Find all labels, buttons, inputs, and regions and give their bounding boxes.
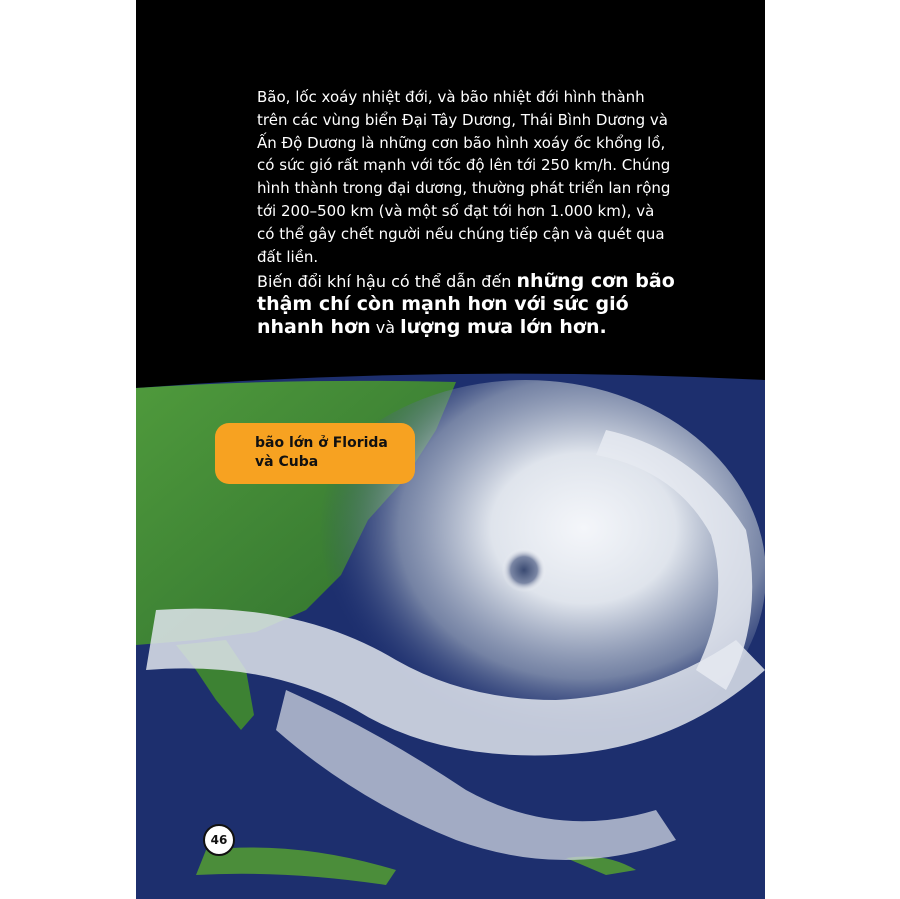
emphasis-bold-2: lượng mưa lớn hơn.: [400, 316, 607, 338]
emphasis-part-1: Biến đổi khí hậu có thể dẫn đến: [257, 272, 517, 291]
intro-paragraph: Bão, lốc xoáy nhiệt đới, và bão nhiệt đới hình thành trên các vùng biển Đại Tây Dương, Thái Bình Dương và Ấn Độ Dương là những cơn bão hình xoáy ốc khổng lồ, có sức gió rất mạnh với tốc độ lên tới 250 km/h. Chúng hình thành trong đại dương, thường phát triển lan rộng tới 200–500 km (và một số đạt tới hơn 1.000 km), và có thể gây chết người nếu chúng tiếp cận và quét qua đất liền.: [257, 88, 671, 266]
emphasis-bold-1: những cơn bão thậm chí còn mạnh hơn với sức gió nhanh hơn: [257, 270, 675, 338]
climate-change-paragraph: [257, 270, 687, 339]
caption-line-2: và Cuba: [255, 454, 319, 470]
image-caption: [215, 423, 415, 484]
book-page: [136, 0, 765, 899]
page-number: 46: [203, 824, 235, 856]
caption-line-1: bão lớn ở Florida: [255, 435, 388, 451]
emphasis-part-3: và: [370, 318, 401, 337]
